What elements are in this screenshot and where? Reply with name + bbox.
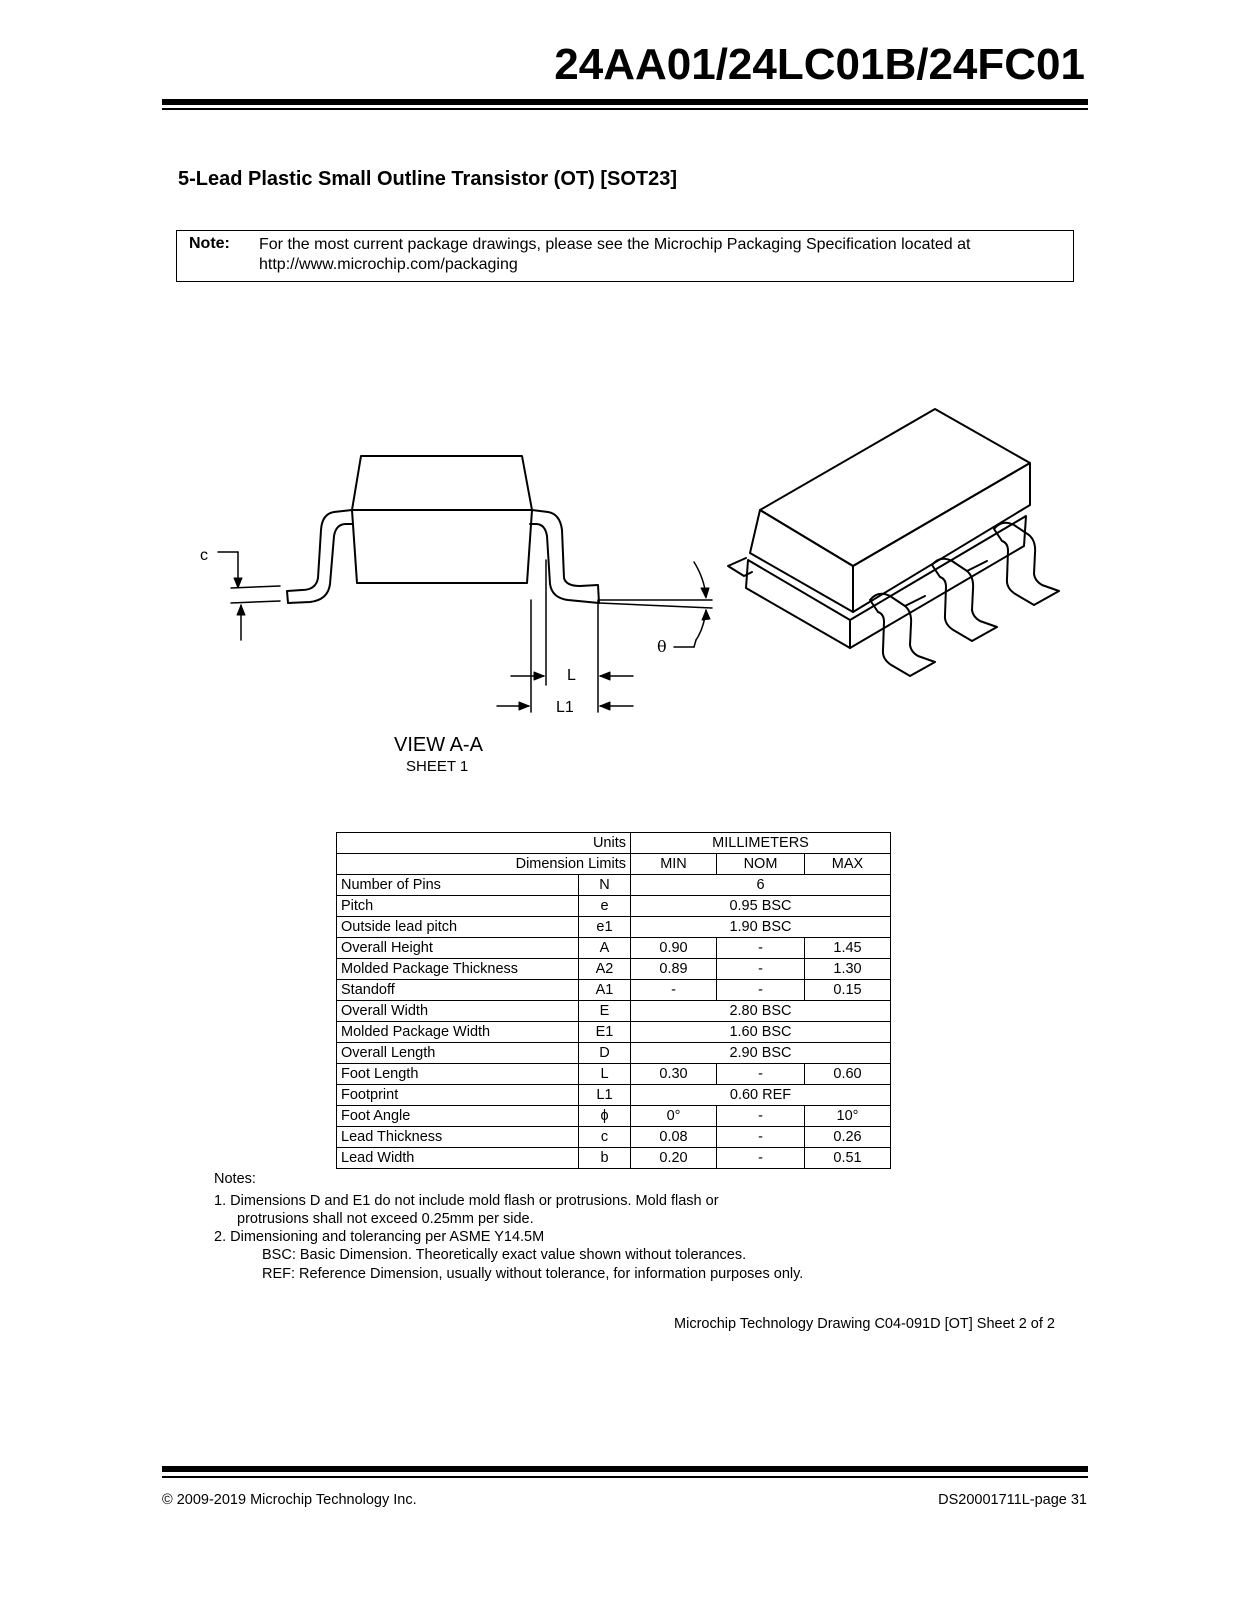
- dim-symbol: D: [579, 1043, 631, 1064]
- dim-name: Overall Width: [337, 1001, 579, 1022]
- dim-value: 1.90 BSC: [631, 917, 891, 938]
- dim-max: 0.15: [805, 980, 891, 1001]
- dim-nom: -: [717, 1106, 805, 1127]
- dim-max: 1.45: [805, 938, 891, 959]
- dim-symbol: c: [579, 1127, 631, 1148]
- dim-nom: -: [717, 1148, 805, 1169]
- dim-nom: -: [717, 938, 805, 959]
- dimensions-table: [336, 832, 891, 1169]
- view-sheet: SHEET 1: [406, 758, 469, 775]
- table-row: [337, 917, 891, 938]
- dim-nom: -: [717, 1064, 805, 1085]
- col-nom-header: NOM: [717, 854, 805, 875]
- note-1-line-2: protrusions shall not exceed 0.25mm per side.: [237, 1211, 534, 1227]
- dim-name: Lead Thickness: [337, 1127, 579, 1148]
- label-c: c: [200, 547, 208, 564]
- dim-name: Number of Pins: [337, 875, 579, 896]
- table-row: [337, 1064, 891, 1085]
- isometric-package: [728, 409, 1059, 676]
- units-label: Units: [337, 833, 631, 854]
- table-header-row: [337, 833, 891, 854]
- table-row: [337, 1085, 891, 1106]
- dim-symbol: N: [579, 875, 631, 896]
- dim-name: Pitch: [337, 896, 579, 917]
- dim-value: 2.80 BSC: [631, 1001, 891, 1022]
- units-value: MILLIMETERS: [631, 833, 891, 854]
- table-row: [337, 1106, 891, 1127]
- dim-min: 0.90: [631, 938, 717, 959]
- dim-symbol: A: [579, 938, 631, 959]
- dim-min: -: [631, 980, 717, 1001]
- table-row: [337, 1001, 891, 1022]
- footer-rule-thick: [162, 1466, 1088, 1472]
- dim-value: 1.60 BSC: [631, 1022, 891, 1043]
- label-theta: θ: [657, 637, 667, 656]
- table-row: [337, 1022, 891, 1043]
- dim-max: 0.60: [805, 1064, 891, 1085]
- dim-symbol: E: [579, 1001, 631, 1022]
- drawing-reference: Microchip Technology Drawing C04-091D [OT] Sheet 2 of 2: [674, 1316, 1055, 1332]
- dim-symbol: e1: [579, 917, 631, 938]
- dim-name: Foot Angle: [337, 1106, 579, 1127]
- dim-nom: -: [717, 980, 805, 1001]
- dim-min: 0.08: [631, 1127, 717, 1148]
- view-title: VIEW A-A: [394, 734, 483, 756]
- dim-nom: -: [717, 959, 805, 980]
- table-row: [337, 1148, 891, 1169]
- table-row: [337, 875, 891, 896]
- table-row: [337, 1127, 891, 1148]
- table-row: [337, 959, 891, 980]
- note-2: 2. Dimensioning and tolerancing per ASME Y14.5M: [214, 1229, 545, 1245]
- footer-page-number: DS20001711L-page 31: [938, 1492, 1087, 1508]
- dim-min: 0.30: [631, 1064, 717, 1085]
- dim-symbol: A1: [579, 980, 631, 1001]
- col-min-header: MIN: [631, 854, 717, 875]
- dim-max: 0.26: [805, 1127, 891, 1148]
- dim-max: 1.30: [805, 959, 891, 980]
- note-1-line-1: 1. Dimensions D and E1 do not include mold flash or protrusions. Mold flash or: [214, 1193, 719, 1209]
- table-row: [337, 938, 891, 959]
- dim-min: 0°: [631, 1106, 717, 1127]
- footer-rule-thin: [162, 1476, 1088, 1478]
- dim-name: Overall Length: [337, 1043, 579, 1064]
- table-header-row: [337, 854, 891, 875]
- footer-copyright: © 2009-2019 Microchip Technology Inc.: [162, 1492, 417, 1508]
- dim-symbol: E1: [579, 1022, 631, 1043]
- dim-symbol: e: [579, 896, 631, 917]
- note-line-1: For the most current package drawings, please see the Microchip Packaging Specification located at: [259, 236, 971, 253]
- label-L: L: [567, 667, 576, 684]
- dim-max: 0.51: [805, 1148, 891, 1169]
- dim-value: 0.60 REF: [631, 1085, 891, 1106]
- note-link[interactable]: http://www.microchip.com/packaging: [259, 256, 518, 273]
- side-view-profile: [218, 456, 712, 712]
- table-row: [337, 1043, 891, 1064]
- note-label: Note:: [189, 235, 230, 252]
- dim-value: 0.95 BSC: [631, 896, 891, 917]
- notes-heading: Notes:: [214, 1171, 256, 1187]
- dim-min: 0.20: [631, 1148, 717, 1169]
- note-ref: REF: Reference Dimension, usually without tolerance, for information purposes only.: [262, 1266, 804, 1282]
- dim-symbol: b: [579, 1148, 631, 1169]
- dim-symbol: L1: [579, 1085, 631, 1106]
- table-row: [337, 980, 891, 1001]
- dim-name: Overall Height: [337, 938, 579, 959]
- limits-label: Dimension Limits: [337, 854, 631, 875]
- dim-value: 2.90 BSC: [631, 1043, 891, 1064]
- dim-min: 0.89: [631, 959, 717, 980]
- col-max-header: MAX: [805, 854, 891, 875]
- dim-name: Footprint: [337, 1085, 579, 1106]
- dim-max: 10°: [805, 1106, 891, 1127]
- dim-name: Molded Package Width: [337, 1022, 579, 1043]
- dim-name: Molded Package Thickness: [337, 959, 579, 980]
- dim-name: Standoff: [337, 980, 579, 1001]
- dim-symbol: ϕ: [579, 1106, 631, 1127]
- section-heading: 5-Lead Plastic Small Outline Transistor (OT) [SOT23]: [178, 168, 678, 190]
- table-row: [337, 896, 891, 917]
- dim-nom: -: [717, 1127, 805, 1148]
- dim-symbol: A2: [579, 959, 631, 980]
- dim-symbol: L: [579, 1064, 631, 1085]
- dim-name: Outside lead pitch: [337, 917, 579, 938]
- note-bsc: BSC: Basic Dimension. Theoretically exact value shown without tolerances.: [262, 1247, 747, 1263]
- document-title: 24AA01/24LC01B/24FC01: [554, 40, 1085, 89]
- dim-value: 6: [631, 875, 891, 896]
- dim-name: Lead Width: [337, 1148, 579, 1169]
- label-L1: L1: [556, 699, 574, 716]
- dim-name: Foot Length: [337, 1064, 579, 1085]
